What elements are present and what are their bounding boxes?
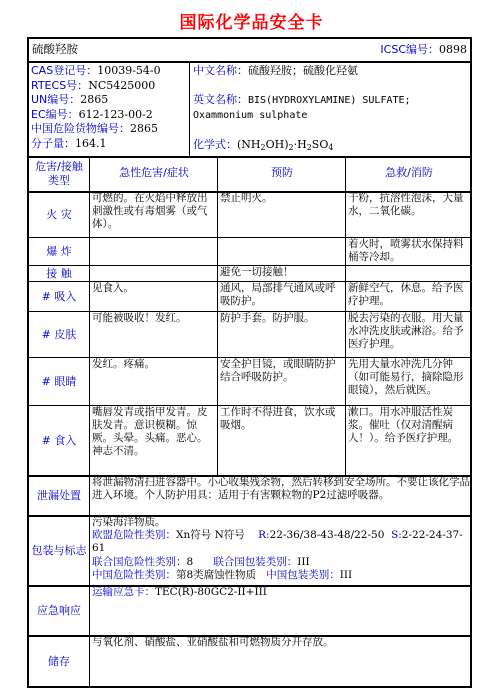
row-eyes-hazard: 发红。疼痛。 bbox=[92, 358, 155, 370]
row-fire-aid: 干粉，抗溶性泡沫，大量水，二氧化碳。 bbox=[348, 192, 464, 217]
cn-dg-value: 2865 bbox=[130, 122, 158, 136]
chemical-name: 硫酸羟胺 bbox=[32, 43, 78, 56]
col-hazard: 急性危害/症状 bbox=[119, 166, 189, 179]
s-label: S: bbox=[391, 529, 402, 542]
eu-class-value: Xn符号 N符号 bbox=[176, 529, 245, 542]
row-inhalation-type: # 吸入 bbox=[41, 289, 77, 303]
ec-label: EC编号： bbox=[31, 107, 79, 121]
row-explosion-prevent bbox=[218, 237, 345, 265]
row-skin-hazard: 可能被吸收！发红。 bbox=[92, 312, 187, 324]
pack-line-1: 污染海洋物质。 bbox=[92, 516, 166, 528]
icsc-number bbox=[380, 43, 467, 56]
row-fire-type: 火 灾 bbox=[46, 207, 72, 221]
row-explosion-aid: 着火时，喷雾状水保持料桶等冷却。 bbox=[348, 238, 464, 263]
s-value: 2-22-24-37-61 bbox=[92, 529, 463, 555]
en-name-value: BIS(HYDROXYLAMINE) SULFATE; bbox=[248, 95, 411, 107]
row-inhalation-hazard: 见食入。 bbox=[92, 282, 134, 294]
un-label: UN编号： bbox=[31, 93, 81, 107]
safety-card bbox=[27, 37, 472, 688]
row-inhalation-aid: 新鲜空气，休息。给予医疗护理。 bbox=[348, 282, 464, 307]
en-name-value-2: Oxammonium sulphate bbox=[193, 109, 308, 121]
cn-name-value: 硫酸羟胺；硫酸化羟氨 bbox=[248, 64, 358, 77]
storage-label: 储存 bbox=[48, 655, 70, 668]
un-pack-value: III bbox=[297, 555, 310, 568]
ident-right bbox=[193, 64, 471, 156]
ec-value: 612-123-00-2 bbox=[78, 107, 153, 121]
row-ingestion-type: # 食入 bbox=[41, 433, 77, 447]
spill-text: 将泄漏物清扫进容器中。小心收集残余物，然后转移到安全场所。不要让该化学品进入环境。个人防护用具：适用于有害颗粒物的P2过滤呼吸器。 bbox=[92, 476, 470, 501]
emergency-label: 应急响应 bbox=[37, 603, 81, 617]
row-explosion-type: 爆 炸 bbox=[46, 244, 72, 258]
emergency-text bbox=[90, 585, 472, 635]
cn-class-label: 中国危险性类别： bbox=[92, 568, 176, 581]
en-name-label: 英文名称： bbox=[193, 93, 248, 107]
icsc-label: ICSC编号： bbox=[380, 43, 439, 56]
cn-class-value: 第8类腐蚀性物质 bbox=[176, 568, 257, 581]
r-label: R: bbox=[258, 529, 270, 542]
pack-text bbox=[90, 515, 472, 585]
storage-text: 与氧化剂、硝酸盐、亚硝酸盐和可燃物质分开存放。 bbox=[92, 636, 334, 648]
row-contact-hazard bbox=[90, 265, 217, 281]
emergency-card-value: TEC(R)-80GC2-II+III bbox=[155, 586, 267, 598]
row-skin-aid: 脱去污染的衣服。用大量水冲洗皮肤或淋浴。给予医疗护理。 bbox=[348, 312, 464, 350]
row-skin-type: # 皮肤 bbox=[41, 327, 77, 341]
row-eyes-aid: 先用大量水冲洗几分钟（如可能易行，摘除隐形眼镜），然后就医。 bbox=[348, 358, 464, 396]
cn-pack-value: III bbox=[339, 568, 353, 581]
row-fire-prevent: 禁止明火。 bbox=[220, 192, 273, 204]
cn-name-label: 中文名称： bbox=[193, 64, 248, 77]
cas-label: CAS登记号： bbox=[31, 64, 98, 77]
row-eyes-type: # 眼睛 bbox=[41, 374, 77, 388]
row-inhalation-prevent: 通风，局部排气通风或呼吸防护。 bbox=[220, 282, 336, 307]
eu-class-label: 欧盟危险性类别： bbox=[92, 529, 176, 542]
un-class-value: 8 bbox=[186, 555, 194, 568]
cas-value: 10039-54-0 bbox=[97, 64, 161, 77]
col-prevent: 预防 bbox=[271, 166, 293, 179]
row-ingestion-aid: 漱口。用水冲服活性炭浆。催吐（仅对清醒病人！）。给予医疗护理。 bbox=[348, 406, 459, 444]
un-value: 2865 bbox=[80, 93, 109, 107]
row-explosion-hazard bbox=[90, 237, 217, 265]
col-aid: 急救/消防 bbox=[385, 166, 433, 179]
row-contact-type: 接 触 bbox=[46, 266, 72, 280]
un-pack-label: 联合国包装类别： bbox=[213, 555, 298, 568]
mw-label: 分子量： bbox=[31, 136, 75, 150]
cn-pack-label: 中国包装类别： bbox=[266, 568, 340, 581]
icsc-value: 0898 bbox=[439, 43, 467, 56]
mw-value: 164.1 bbox=[75, 136, 107, 150]
cn-dg-label: 中国危险货物编号： bbox=[31, 122, 130, 136]
row-ingestion-prevent: 工作时不得进食，饮水或吸烟。 bbox=[220, 406, 336, 431]
row-ingestion-hazard: 嘴唇发青或指甲发青。皮肤发青。意识模糊。惊厥。头晕。头痛。恶心。神志不清。 bbox=[92, 406, 208, 457]
un-class-label: 联合国危险性类别： bbox=[92, 555, 187, 568]
formula-label: 化学式： bbox=[193, 137, 237, 151]
row-skin-prevent: 防护手套。防护服。 bbox=[220, 312, 315, 324]
row-contact-prevent: 避免一切接触！ bbox=[220, 266, 294, 278]
rtecs-label: RTECS号： bbox=[31, 78, 89, 92]
row-eyes-prevent: 安全护目镜，或眼睛防护结合呼吸防护。 bbox=[220, 358, 336, 383]
emergency-card-label: 运输应急卡： bbox=[92, 586, 155, 598]
rtecs-value: NC5425000 bbox=[88, 78, 156, 92]
card-title: 国际化学品安全卡 bbox=[179, 13, 324, 33]
r-value: 22-36/38-43-48/22-50 bbox=[269, 529, 385, 542]
row-contact-aid bbox=[346, 265, 472, 281]
spill-label: 泄漏处置 bbox=[37, 488, 81, 502]
pack-label: 包装与标志 bbox=[31, 543, 87, 557]
formula: 化学式：$(NH_2OH)_2\cdot H_2SO_4$ bbox=[193, 137, 334, 152]
row-fire-hazard: 可燃的。在火焰中释放出刺激性或有毒烟雾（或气体）。 bbox=[92, 192, 208, 230]
col-type: 危害/接触类型 bbox=[35, 160, 83, 187]
ident-left bbox=[31, 64, 191, 152]
